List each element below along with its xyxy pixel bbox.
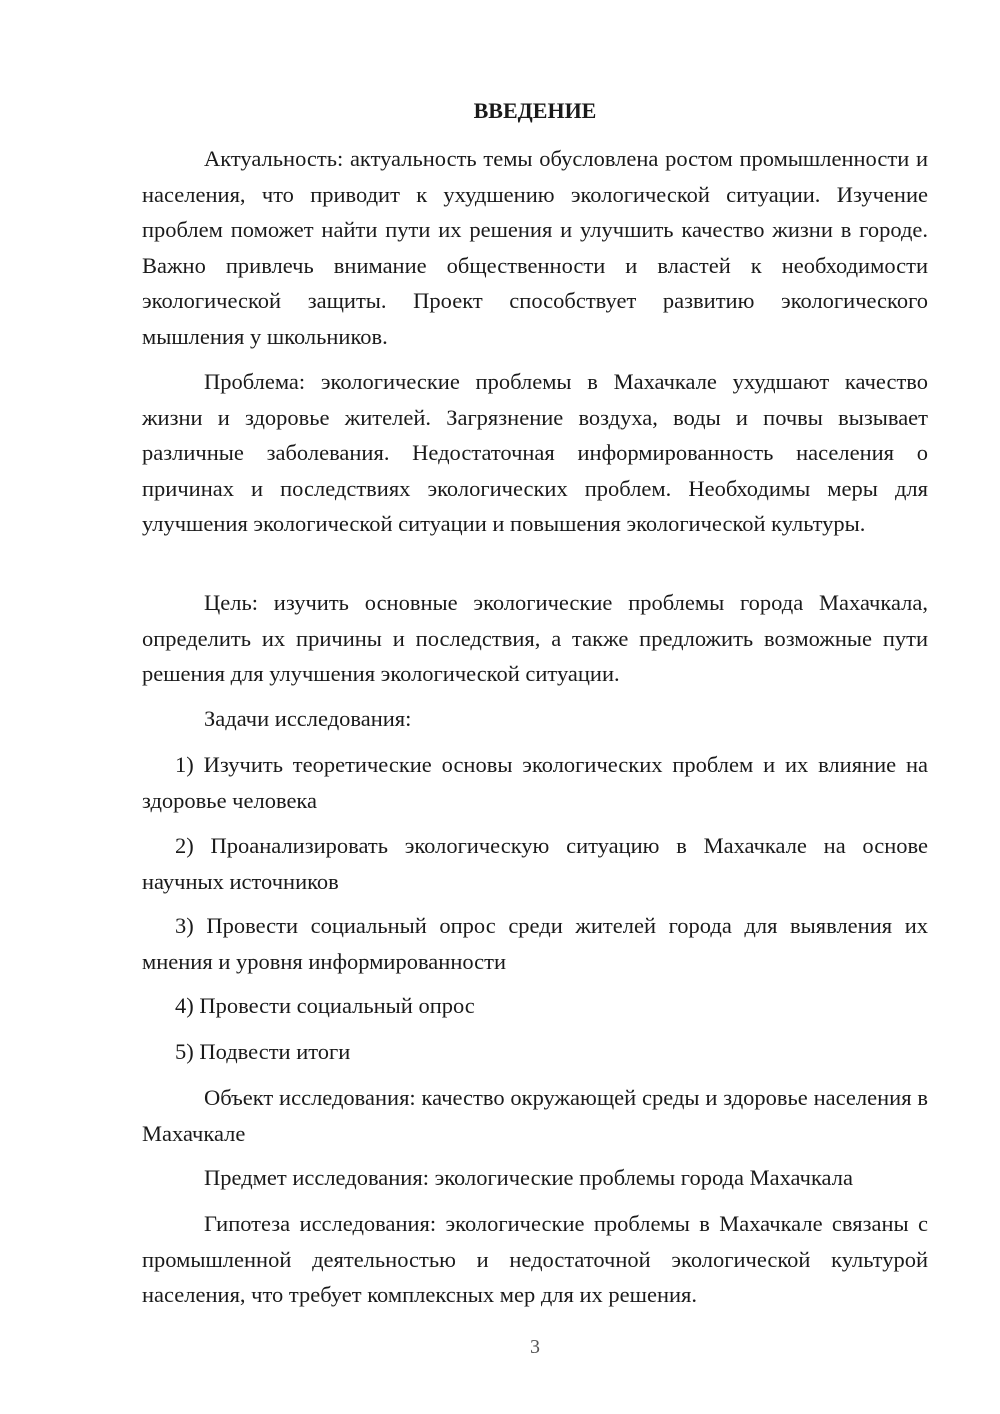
hypothesis-paragraph: Гипотеза исследования: экологические проблемы в Махачкале связаны с промышленной деятельностью и недостаточной экологической культурой населения, что требует комплексных мер для их решения. <box>142 1211 928 1307</box>
task-item-5: 5) Подвести итоги <box>175 1039 351 1064</box>
page-number: 3 <box>530 1336 540 1358</box>
task-item-4: 4) Провести социальный опрос <box>175 993 475 1018</box>
page-title: ВВЕДЕНИЕ <box>473 98 597 123</box>
goal-paragraph: Цель: изучить основные экологические проблемы города Махачкала, определить их причины и последствия, а также предложить возможные пути решения для улучшения экологической ситуации. <box>142 590 928 686</box>
tasks-heading: Задачи исследования: <box>204 706 412 731</box>
subject-paragraph: Предмет исследования: экологические проблемы города Махачкала <box>204 1165 853 1190</box>
task-item-1: 1) Изучить теоретические основы экологических проблем и их влияние на здоровье человека <box>142 752 928 813</box>
document-page <box>142 0 928 1414</box>
relevance-paragraph: Актуальность: актуальность темы обусловлена ростом промышленности и населения, что приводит к ухудшению экологической ситуации. Изучение проблем поможет найти пути их решения и улучшить качество жизни в городе. Важно привлечь внимание общественности и властей к необходимости экологической защиты. Проект способствует развитию экологического мышления у школьников. <box>142 146 928 349</box>
problem-paragraph: Проблема: экологические проблемы в Махачкале ухудшают качество жизни и здоровье жителей. Загрязнение воздуха, воды и почвы вызывает различные заболевания. Недостаточная информированность населения о причинах и последствиях экологических проблем. Необходимы меры для улучшения экологической ситуации и повышения экологической культуры. <box>142 369 928 536</box>
task-item-2: 2) Проанализировать экологическую ситуацию в Махачкале на основе научных источников <box>142 833 928 894</box>
object-paragraph: Объект исследования: качество окружающей среды и здоровье населения в Махачкале <box>142 1085 928 1146</box>
task-item-3: 3) Провести социальный опрос среди жителей города для выявления их мнения и уровня информированности <box>142 913 928 974</box>
